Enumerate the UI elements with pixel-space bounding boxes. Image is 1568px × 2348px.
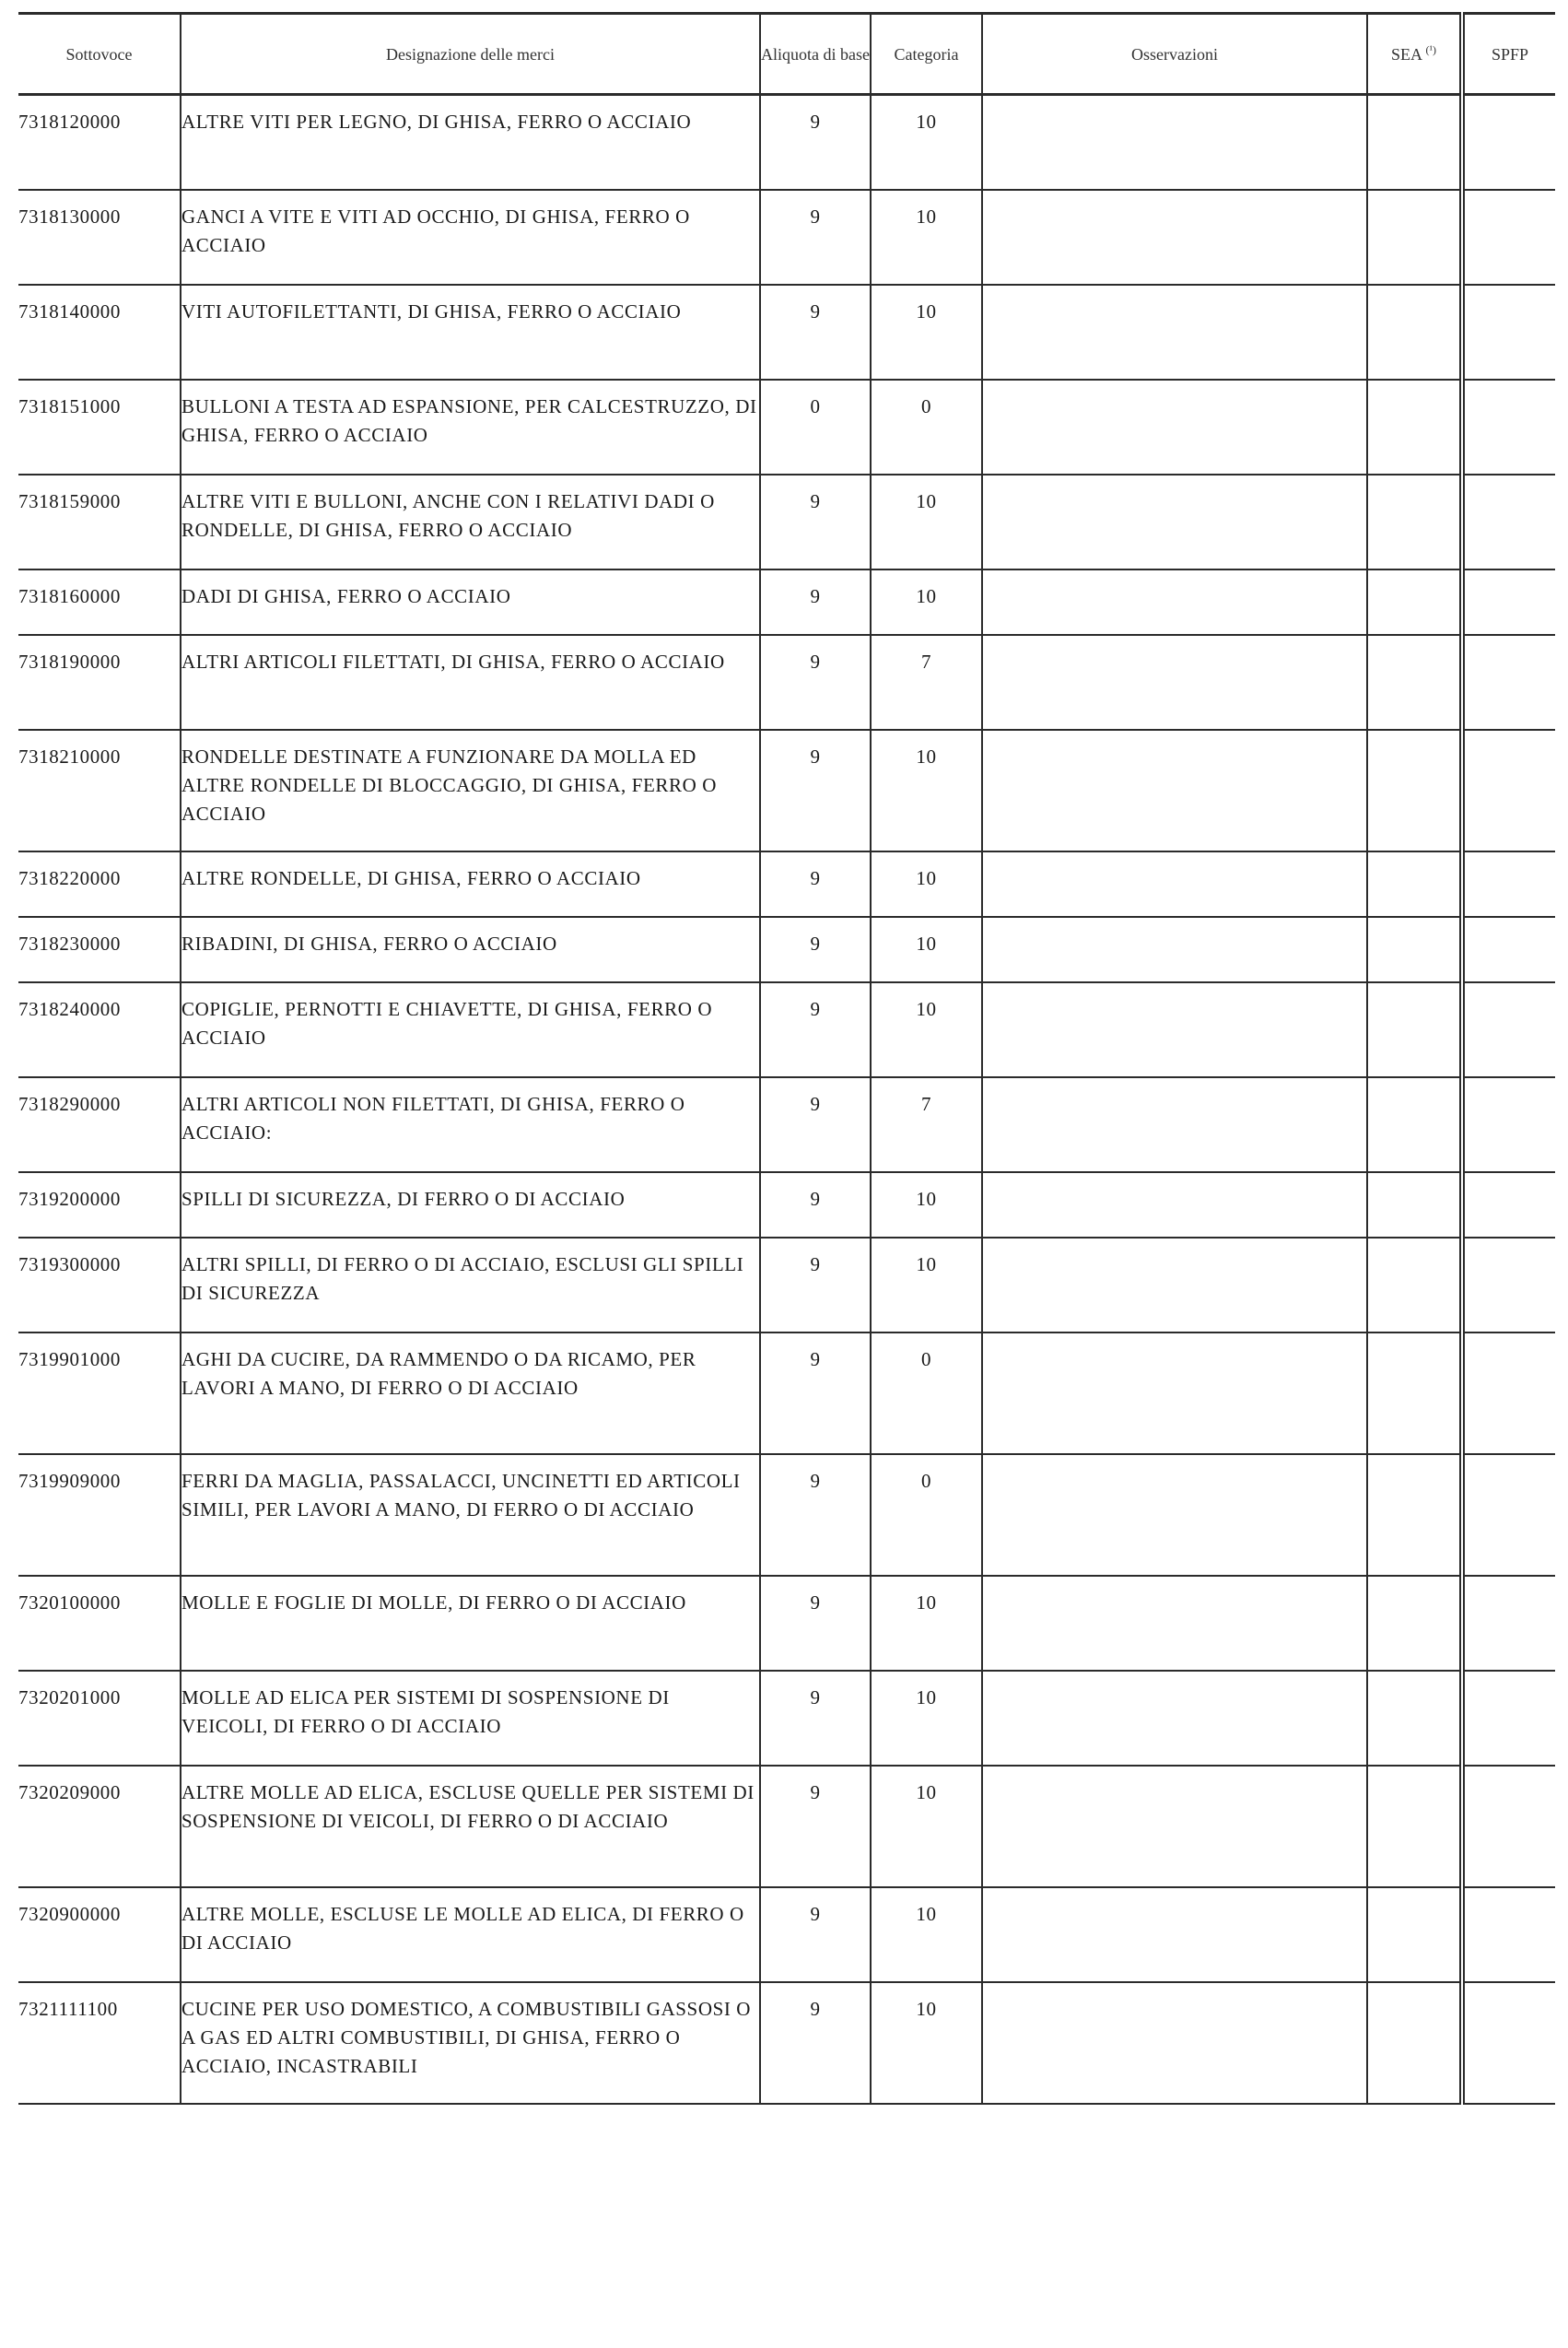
cell-osservazioni [982,1332,1367,1454]
cell-spfp [1462,380,1555,475]
cell-designazione: ALTRE RONDELLE, DI GHISA, FERRO O ACCIAIO [181,851,760,917]
cell-categoria: 7 [871,635,982,730]
cell-osservazioni [982,380,1367,475]
header-sea-footnote: (¹) [1425,42,1437,56]
cell-categoria: 10 [871,285,982,380]
cell-sea [1367,1454,1462,1576]
cell-aliquota: 9 [760,982,871,1077]
cell-sottovoce: 7320201000 [18,1685,121,1708]
table-row [18,851,1555,917]
cell-designazione: MOLLE AD ELICA PER SISTEMI DI SOSPENSIONE DI VEICOLI, DI FERRO O DI ACCIAIO [181,1671,760,1766]
cell-aliquota: 9 [760,1576,871,1671]
cell-designazione: AGHI DA CUCIRE, DA RAMMENDO O DA RICAMO, PER LAVORI A MANO, DI FERRO O DI ACCIAIO [181,1332,760,1454]
cell-designazione: CUCINE PER USO DOMESTICO, A COMBUSTIBILI GASSOSI O A GAS ED ALTRI COMBUSTIBILI, DI GHISA, FERRO O ACCIAIO, INCASTRABILI [181,1982,760,2104]
cell-designazione: SPILLI DI SICUREZZA, DI FERRO O DI ACCIAIO [181,1172,760,1238]
cell-aliquota: 9 [760,1332,871,1454]
cell-aliquota: 9 [760,569,871,635]
cell-spfp [1462,917,1555,982]
cell-sottovoce: 7319300000 [18,1252,121,1275]
cell-sea [1367,285,1462,380]
cell-osservazioni [982,1982,1367,2104]
cell-spfp [1462,285,1555,380]
cell-aliquota: 9 [760,1887,871,1982]
table-row [18,1238,1555,1332]
cell-categoria: 0 [871,1332,982,1454]
cell-spfp [1462,190,1555,285]
cell-categoria: 0 [871,1454,982,1576]
cell-osservazioni [982,285,1367,380]
cell-aliquota: 9 [760,285,871,380]
cell-aliquota: 9 [760,1077,871,1172]
header-designazione: Designazione delle merci [181,14,760,95]
cell-sottovoce: 7318140000 [18,299,121,323]
cell-spfp [1462,1172,1555,1238]
cell-categoria: 0 [871,380,982,475]
cell-spfp [1462,851,1555,917]
cell-sottovoce: 7318159000 [18,489,121,512]
cell-spfp [1462,95,1555,190]
table-row [18,1454,1555,1576]
header-aliquota: Aliquota di base [760,14,871,95]
table-row [18,1982,1555,2104]
cell-osservazioni [982,1576,1367,1671]
header-sea [1367,14,1462,95]
cell-osservazioni [982,190,1367,285]
cell-designazione: BULLONI A TESTA AD ESPANSIONE, PER CALCESTRUZZO, DI GHISA, FERRO O ACCIAIO [181,380,760,475]
cell-spfp [1462,1982,1555,2104]
cell-spfp [1462,1077,1555,1172]
table-header-row [18,14,1555,95]
cell-spfp [1462,635,1555,730]
cell-aliquota: 9 [760,1238,871,1332]
cell-designazione: ALTRI SPILLI, DI FERRO O DI ACCIAIO, ESCLUSI GLI SPILLI DI SICUREZZA [181,1238,760,1332]
cell-aliquota: 9 [760,1172,871,1238]
cell-spfp [1462,1671,1555,1766]
cell-osservazioni [982,475,1367,569]
cell-aliquota: 0 [760,380,871,475]
cell-categoria: 10 [871,1982,982,2104]
cell-osservazioni [982,1077,1367,1172]
cell-designazione: GANCI A VITE E VITI AD OCCHIO, DI GHISA, FERRO O ACCIAIO [181,190,760,285]
table-row [18,380,1555,475]
cell-aliquota: 9 [760,475,871,569]
cell-categoria: 10 [871,730,982,851]
cell-spfp [1462,1454,1555,1576]
cell-osservazioni [982,1671,1367,1766]
cell-designazione: DADI DI GHISA, FERRO O ACCIAIO [181,569,760,635]
cell-spfp [1462,1766,1555,1887]
cell-aliquota: 9 [760,1982,871,2104]
cell-designazione: ALTRE VITI PER LEGNO, DI GHISA, FERRO O ACCIAIO [181,95,760,190]
table-row [18,1671,1555,1766]
table-row [18,285,1555,380]
cell-aliquota: 9 [760,730,871,851]
table-row [18,1172,1555,1238]
cell-sea [1367,1982,1462,2104]
cell-sea [1367,1238,1462,1332]
cell-sea [1367,1172,1462,1238]
cell-designazione: FERRI DA MAGLIA, PASSALACCI, UNCINETTI ED ARTICOLI SIMILI, PER LAVORI A MANO, DI FERRO O DI ACCIAIO [181,1454,760,1576]
tariff-table [18,12,1555,2105]
cell-sottovoce: 7320209000 [18,1780,121,1803]
cell-categoria: 10 [871,1576,982,1671]
cell-designazione: RONDELLE DESTINATE A FUNZIONARE DA MOLLA ED ALTRE RONDELLE DI BLOCCAGGIO, DI GHISA, FERRO O ACCIAIO [181,730,760,851]
cell-sottovoce: 7318220000 [18,866,121,889]
cell-categoria: 10 [871,95,982,190]
cell-categoria: 10 [871,1766,982,1887]
cell-sea [1367,917,1462,982]
cell-categoria: 10 [871,851,982,917]
cell-sea [1367,380,1462,475]
cell-categoria: 10 [871,982,982,1077]
cell-sea [1367,1576,1462,1671]
document-page [18,12,1555,2105]
table-row [18,635,1555,730]
cell-sottovoce: 7318160000 [18,584,121,607]
cell-osservazioni [982,1887,1367,1982]
cell-sottovoce: 7320100000 [18,1591,121,1614]
cell-designazione: VITI AUTOFILETTANTI, DI GHISA, FERRO O ACCIAIO [181,285,760,380]
table-row [18,982,1555,1077]
table-row [18,475,1555,569]
cell-sea [1367,1671,1462,1766]
cell-categoria: 10 [871,1172,982,1238]
cell-designazione: ALTRI ARTICOLI FILETTATI, DI GHISA, FERRO O ACCIAIO [181,635,760,730]
cell-osservazioni [982,635,1367,730]
cell-aliquota: 9 [760,1766,871,1887]
cell-sottovoce: 7318130000 [18,205,121,228]
table-row [18,1077,1555,1172]
cell-categoria: 10 [871,190,982,285]
cell-sottovoce: 7318240000 [18,997,121,1020]
cell-spfp [1462,1576,1555,1671]
header-osservazioni: Osservazioni [982,14,1367,95]
cell-sottovoce: 7318190000 [18,650,121,673]
header-spfp: SPFP [1462,14,1555,95]
cell-sottovoce: 7318151000 [18,394,121,417]
cell-sottovoce: 7318120000 [18,111,121,133]
table-row [18,1576,1555,1671]
cell-sea [1367,190,1462,285]
cell-categoria: 10 [871,917,982,982]
cell-aliquota: 9 [760,635,871,730]
table-row [18,190,1555,285]
cell-osservazioni [982,1238,1367,1332]
cell-osservazioni [982,1172,1367,1238]
header-categoria: Categoria [871,14,982,95]
cell-sottovoce: 7319909000 [18,1469,121,1492]
cell-sottovoce: 7319901000 [18,1347,121,1370]
table-row [18,917,1555,982]
cell-aliquota: 9 [760,190,871,285]
table-row [18,730,1555,851]
cell-designazione: ALTRE MOLLE, ESCLUSE LE MOLLE AD ELICA, DI FERRO O DI ACCIAIO [181,1887,760,1982]
cell-aliquota: 9 [760,917,871,982]
cell-sea [1367,635,1462,730]
header-sea-label: SEA [1390,44,1422,64]
cell-spfp [1462,1887,1555,1982]
cell-aliquota: 9 [760,1671,871,1766]
cell-spfp [1462,569,1555,635]
cell-osservazioni [982,851,1367,917]
cell-aliquota: 9 [760,1454,871,1576]
cell-spfp [1462,730,1555,851]
cell-designazione: ALTRE VITI E BULLONI, ANCHE CON I RELATIVI DADI O RONDELLE, DI GHISA, FERRO O ACCIAIO [181,475,760,569]
cell-sottovoce: 7318290000 [18,1092,121,1115]
cell-sea [1367,730,1462,851]
cell-designazione: RIBADINI, DI GHISA, FERRO O ACCIAIO [181,917,760,982]
cell-categoria: 10 [871,1671,982,1766]
cell-spfp [1462,1332,1555,1454]
cell-sea [1367,569,1462,635]
cell-sea [1367,1077,1462,1172]
table-body [18,95,1555,2104]
cell-aliquota: 9 [760,95,871,190]
cell-osservazioni [982,1454,1367,1576]
table-row [18,1766,1555,1887]
cell-osservazioni [982,1766,1367,1887]
cell-categoria: 10 [871,1887,982,1982]
cell-sea [1367,95,1462,190]
table-row [18,95,1555,190]
table-row [18,1887,1555,1982]
cell-sea [1367,1766,1462,1887]
cell-categoria: 10 [871,475,982,569]
cell-sottovoce: 7318230000 [18,932,121,955]
cell-designazione: ALTRE MOLLE AD ELICA, ESCLUSE QUELLE PER SISTEMI DI SOSPENSIONE DI VEICOLI, DI FERRO O DI ACCIAIO [181,1766,760,1887]
cell-sea [1367,982,1462,1077]
cell-sottovoce: 7319200000 [18,1187,121,1210]
cell-sottovoce: 7321111100 [18,1997,118,2020]
cell-aliquota: 9 [760,851,871,917]
cell-osservazioni [982,95,1367,190]
table-row [18,569,1555,635]
cell-osservazioni [982,982,1367,1077]
cell-designazione: ALTRI ARTICOLI NON FILETTATI, DI GHISA, FERRO O ACCIAIO: [181,1077,760,1172]
cell-sottovoce: 7318210000 [18,745,121,768]
cell-designazione: MOLLE E FOGLIE DI MOLLE, DI FERRO O DI ACCIAIO [181,1576,760,1671]
header-sottovoce: Sottovoce [65,44,133,64]
cell-sea [1367,1887,1462,1982]
cell-osservazioni [982,730,1367,851]
table-row [18,1332,1555,1454]
cell-categoria: 10 [871,569,982,635]
cell-categoria: 10 [871,1238,982,1332]
cell-designazione: COPIGLIE, PERNOTTI E CHIAVETTE, DI GHISA, FERRO O ACCIAIO [181,982,760,1077]
cell-osservazioni [982,569,1367,635]
cell-categoria: 7 [871,1077,982,1172]
cell-spfp [1462,475,1555,569]
cell-sea [1367,851,1462,917]
cell-sottovoce: 7320900000 [18,1902,121,1925]
cell-sea [1367,475,1462,569]
cell-spfp [1462,982,1555,1077]
cell-sea [1367,1332,1462,1454]
cell-spfp [1462,1238,1555,1332]
cell-osservazioni [982,917,1367,982]
